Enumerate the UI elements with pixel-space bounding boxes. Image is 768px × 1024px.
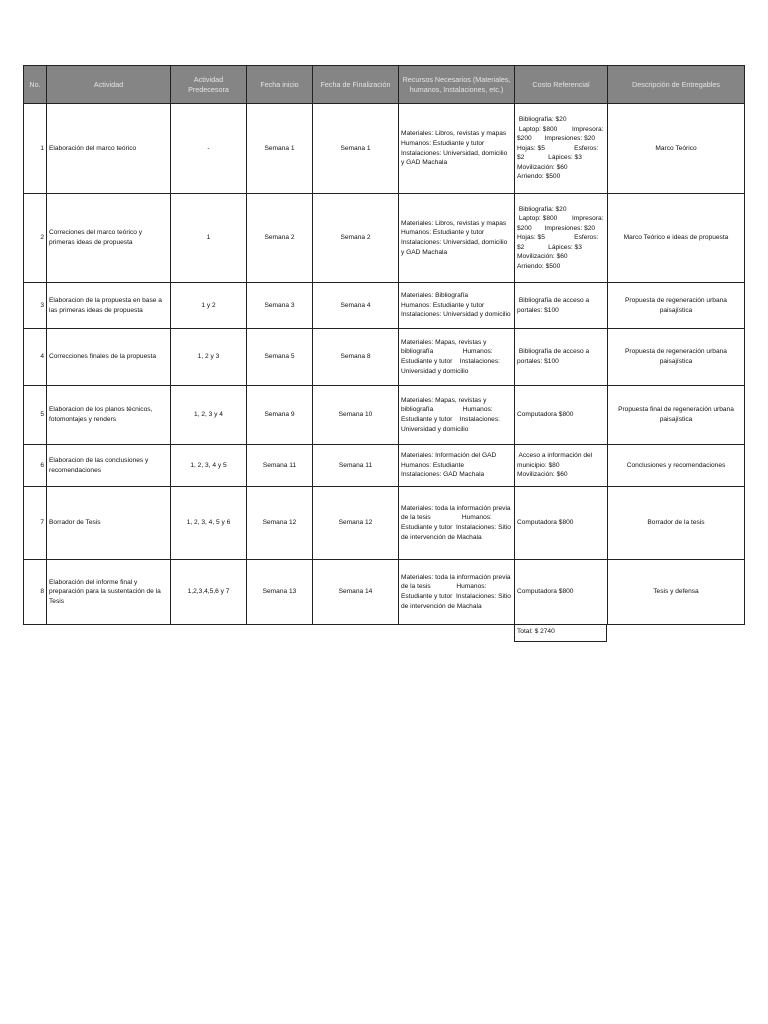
cell-predecesora: 1, 2, 3, 4, 5 y 6 <box>171 487 247 560</box>
cell-predecesora: 1, 2, 3, 4 y 5 <box>171 445 247 487</box>
cell-no: 4 <box>24 329 47 386</box>
cell-entregables: Borrador de la tesis <box>608 487 745 560</box>
cell-fecha-inicio: Semana 3 <box>247 283 313 329</box>
header-row <box>24 66 745 104</box>
cell-entregables: Marco Teórico e ideas de propuesta <box>608 194 745 283</box>
cell-costo: Acceso a información del municipio: $80 Movilización: $60 <box>515 445 608 487</box>
cell-entregables: Conclusiones y recomendaciones <box>608 445 745 487</box>
header-fecha-finalizacion: Fecha de Finalización <box>313 66 399 104</box>
table-row <box>24 560 745 625</box>
cell-fecha-inicio: Semana 12 <box>247 487 313 560</box>
cell-costo: Bibliografía de acceso a portales: $100 <box>515 283 608 329</box>
table-row <box>24 386 745 445</box>
cell-actividad: Correcciones finales de la propuesta <box>47 329 171 386</box>
header-recursos: Recursos Necesarios (Materiales, humanos, Instalaciones, etc.) <box>399 66 515 104</box>
cell-entregables: Tesis y defensa <box>608 560 745 625</box>
cell-fecha-inicio: Semana 5 <box>247 329 313 386</box>
header-no: No. <box>24 66 47 104</box>
cell-entregables: Propuesta de regeneración urbana paisajística <box>608 329 745 386</box>
cell-fecha-fin: Semana 8 <box>313 329 399 386</box>
cell-recursos: Materiales: toda la información previa de la tesis Humanos: Estudiante y tutor Instalaciones: Sitio de intervención de Machala <box>399 487 515 560</box>
cell-recursos: Materiales: Libros, revistas y mapas Humanos: Estudiante y tutor Instalaciones: Universidad, domicilio y GAD Machala <box>399 104 515 194</box>
cell-predecesora: 1, 2, 3 y 4 <box>171 386 247 445</box>
cell-predecesora: 1 <box>171 194 247 283</box>
cell-costo: Bibliografía: $20 Laptop: $800 Impresora: $200 Impresiones: $20 Hojas: $5 Esferos: $2 Lápices: $3 Movilización: $60 Arriendo: $500 <box>515 194 608 283</box>
cell-costo: Computadora $800 <box>515 386 608 445</box>
cell-no: 8 <box>24 560 47 625</box>
table-row <box>24 194 745 283</box>
header-costo: Costo Referencial <box>515 66 608 104</box>
table-row <box>24 104 745 194</box>
cell-recursos: Materiales: Información del GAD Humanos: Estudiante Instalaciones: GAD Machala <box>399 445 515 487</box>
cell-predecesora: - <box>171 104 247 194</box>
cell-predecesora: 1,2,3,4,5,6 y 7 <box>171 560 247 625</box>
total-cost: Total: $ 2740 <box>514 625 607 642</box>
cell-recursos: Materiales: Mapas, revistas y bibliografía Humanos: Estudiante y tutor Instalaciones: Universidad y domicilio <box>399 386 515 445</box>
cell-actividad: Borrador de Tesis <box>47 487 171 560</box>
cell-fecha-inicio: Semana 11 <box>247 445 313 487</box>
cell-costo: Bibliografía de acceso a portales: $100 <box>515 329 608 386</box>
cell-fecha-inicio: Semana 9 <box>247 386 313 445</box>
cell-actividad: Elaboracion de las conclusiones y recomendaciones <box>47 445 171 487</box>
cell-fecha-inicio: Semana 2 <box>247 194 313 283</box>
header-fecha-inicio: Fecha inicio <box>247 66 313 104</box>
table-row <box>24 283 745 329</box>
cell-recursos: Materiales: Bibliografía Humanos: Estudiante y tutor Instalaciones: Universidad y domicilio <box>399 283 515 329</box>
cell-predecesora: 1 y 2 <box>171 283 247 329</box>
cell-recursos: Materiales: Libros, revistas y mapas Humanos: Estudiante y tutor Instalaciones: Universidad, domicilio y GAD Machala <box>399 194 515 283</box>
cell-fecha-fin: Semana 1 <box>313 104 399 194</box>
cell-costo: Computadora $800 <box>515 487 608 560</box>
header-actividad: Actividad <box>47 66 171 104</box>
cell-fecha-fin: Semana 2 <box>313 194 399 283</box>
cell-recursos: Materiales: Mapas, revistas y bibliografía Humanos: Estudiante y tutor Instalaciones: Universidad y domicilio <box>399 329 515 386</box>
header-predecesora: Actividad Predecesora <box>171 66 247 104</box>
cell-no: 5 <box>24 386 47 445</box>
cell-no: 7 <box>24 487 47 560</box>
cell-fecha-inicio: Semana 1 <box>247 104 313 194</box>
schedule-table <box>23 65 745 625</box>
cell-costo: Bibliografía: $20 Laptop: $800 Impresora: $200 Impresiones: $20 Hojas: $5 Esferos: $2 Lápices: $3 Movilización: $60 Arriendo: $500 <box>515 104 608 194</box>
cell-entregables: Marco Teórico <box>608 104 745 194</box>
cell-no: 6 <box>24 445 47 487</box>
cell-fecha-fin: Semana 12 <box>313 487 399 560</box>
table-row <box>24 487 745 560</box>
cell-entregables: Propuesta final de regeneración urbana paisajística <box>608 386 745 445</box>
cell-no: 3 <box>24 283 47 329</box>
table-row <box>24 329 745 386</box>
cell-fecha-fin: Semana 10 <box>313 386 399 445</box>
cell-actividad: Elaboración del informe final y preparación para la sustentación de la Tesis <box>47 560 171 625</box>
cell-no: 1 <box>24 104 47 194</box>
cell-actividad: Elaboracion de la propuesta en base a las primeras ideas de propuesta <box>47 283 171 329</box>
cell-costo: Computadora $800 <box>515 560 608 625</box>
table-row <box>24 445 745 487</box>
cell-actividad: Correciones del marco teórico y primeras ideas de propuesta <box>47 194 171 283</box>
cell-predecesora: 1, 2 y 3 <box>171 329 247 386</box>
cell-fecha-fin: Semana 14 <box>313 560 399 625</box>
cell-fecha-inicio: Semana 13 <box>247 560 313 625</box>
cell-fecha-fin: Semana 11 <box>313 445 399 487</box>
cell-fecha-fin: Semana 4 <box>313 283 399 329</box>
cell-actividad: Elaboración del marco teórico <box>47 104 171 194</box>
cell-entregables: Propuesta de regeneración urbana paisajística <box>608 283 745 329</box>
header-entregables: Descripción de Entregables <box>608 66 745 104</box>
cell-no: 2 <box>24 194 47 283</box>
cell-recursos: Materiales: toda la información previa de la tesis Humanos: Estudiante y tutor Instalaciones: Sitio de intervención de Machala <box>399 560 515 625</box>
cell-actividad: Elaboracion de los planos técnicos, fotomontajes y renders <box>47 386 171 445</box>
